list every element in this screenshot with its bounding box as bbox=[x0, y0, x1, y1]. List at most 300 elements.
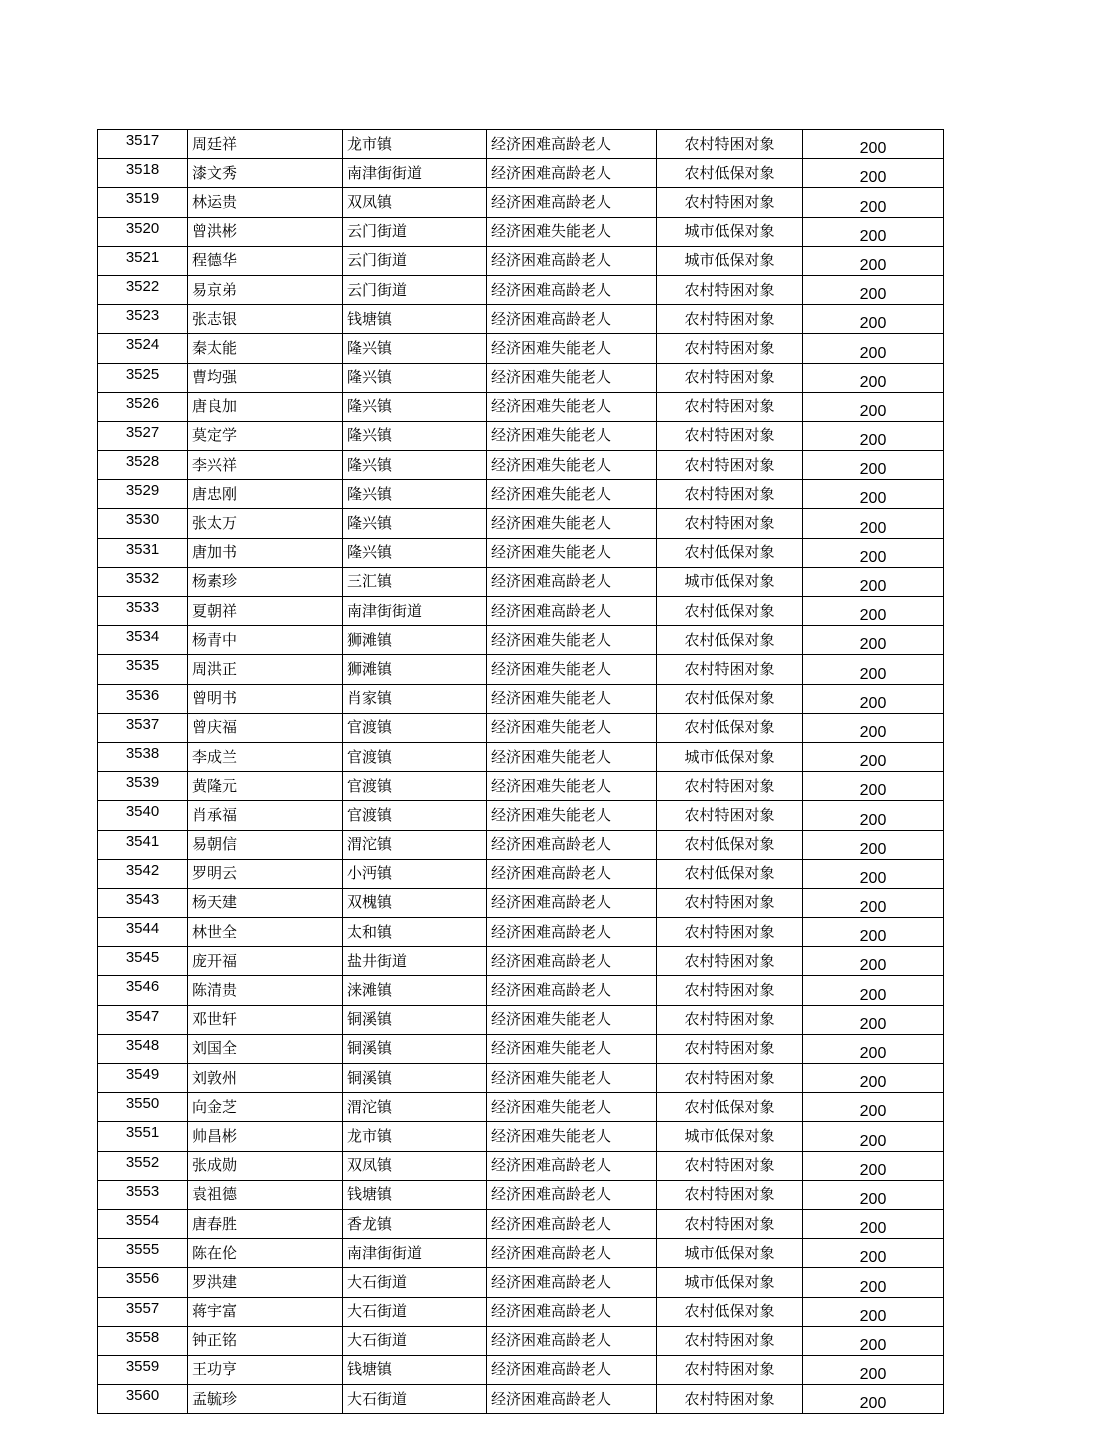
row-number-cell: 3546 bbox=[98, 976, 188, 1005]
row-number-cell: 3520 bbox=[98, 217, 188, 246]
amount-cell: 200 bbox=[803, 275, 944, 304]
amount-cell: 200 bbox=[803, 801, 944, 830]
subsidy-type-cell: 经济困难失能老人 bbox=[487, 626, 657, 655]
row-number-cell: 3526 bbox=[98, 392, 188, 421]
amount-cell: 200 bbox=[803, 538, 944, 567]
row-number-cell: 3544 bbox=[98, 918, 188, 947]
amount-cell: 200 bbox=[803, 684, 944, 713]
subsidy-type-cell: 经济困难失能老人 bbox=[487, 451, 657, 480]
subsidy-type-cell: 经济困难失能老人 bbox=[487, 480, 657, 509]
town-cell: 大石街道 bbox=[343, 1268, 487, 1297]
name-cell: 肖承福 bbox=[188, 801, 343, 830]
category-cell: 农村特困对象 bbox=[657, 947, 803, 976]
row-number-cell: 3536 bbox=[98, 684, 188, 713]
subsidy-type-cell: 经济困难失能老人 bbox=[487, 421, 657, 450]
table-row bbox=[98, 1297, 944, 1326]
category-cell: 农村特困对象 bbox=[657, 801, 803, 830]
table-row bbox=[98, 947, 944, 976]
town-cell: 大石街道 bbox=[343, 1326, 487, 1355]
name-cell: 罗洪建 bbox=[188, 1268, 343, 1297]
subsidy-type-cell: 经济困难失能老人 bbox=[487, 217, 657, 246]
name-cell: 易京弟 bbox=[188, 275, 343, 304]
subsidy-type-cell: 经济困难高龄老人 bbox=[487, 1180, 657, 1209]
town-cell: 钱塘镇 bbox=[343, 1180, 487, 1209]
category-cell: 农村特困对象 bbox=[657, 1064, 803, 1093]
amount-cell: 200 bbox=[803, 1385, 944, 1414]
amount-cell: 200 bbox=[803, 1209, 944, 1238]
town-cell: 隆兴镇 bbox=[343, 421, 487, 450]
table-row bbox=[98, 684, 944, 713]
name-cell: 漆文秀 bbox=[188, 159, 343, 188]
subsidy-type-cell: 经济困难失能老人 bbox=[487, 1064, 657, 1093]
name-cell: 张成勋 bbox=[188, 1151, 343, 1180]
row-number-cell: 3539 bbox=[98, 772, 188, 801]
subsidy-type-cell: 经济困难高龄老人 bbox=[487, 130, 657, 159]
row-number-cell: 3535 bbox=[98, 655, 188, 684]
table-row bbox=[98, 246, 944, 275]
table-row bbox=[98, 538, 944, 567]
amount-cell: 200 bbox=[803, 1326, 944, 1355]
category-cell: 城市低保对象 bbox=[657, 217, 803, 246]
name-cell: 张志银 bbox=[188, 305, 343, 334]
amount-cell: 200 bbox=[803, 509, 944, 538]
table-row bbox=[98, 888, 944, 917]
town-cell: 渭沱镇 bbox=[343, 830, 487, 859]
town-cell: 双槐镇 bbox=[343, 888, 487, 917]
table-row bbox=[98, 509, 944, 538]
amount-cell: 200 bbox=[803, 334, 944, 363]
category-cell: 农村特困对象 bbox=[657, 772, 803, 801]
town-cell: 大石街道 bbox=[343, 1385, 487, 1414]
category-cell: 农村特困对象 bbox=[657, 421, 803, 450]
category-cell: 农村特困对象 bbox=[657, 480, 803, 509]
name-cell: 罗明云 bbox=[188, 859, 343, 888]
row-number-cell: 3523 bbox=[98, 305, 188, 334]
town-cell: 小沔镇 bbox=[343, 859, 487, 888]
amount-cell: 200 bbox=[803, 1034, 944, 1063]
amount-cell: 200 bbox=[803, 363, 944, 392]
row-number-cell: 3524 bbox=[98, 334, 188, 363]
town-cell: 铜溪镇 bbox=[343, 1034, 487, 1063]
amount-cell: 200 bbox=[803, 392, 944, 421]
category-cell: 农村低保对象 bbox=[657, 1093, 803, 1122]
subsidy-type-cell: 经济困难高龄老人 bbox=[487, 976, 657, 1005]
subsidy-type-cell: 经济困难失能老人 bbox=[487, 538, 657, 567]
subsidy-type-cell: 经济困难失能老人 bbox=[487, 334, 657, 363]
table-row bbox=[98, 801, 944, 830]
subsidy-type-cell: 经济困难高龄老人 bbox=[487, 859, 657, 888]
table-row bbox=[98, 772, 944, 801]
town-cell: 钱塘镇 bbox=[343, 305, 487, 334]
table-row bbox=[98, 159, 944, 188]
name-cell: 陈清贵 bbox=[188, 976, 343, 1005]
category-cell: 农村低保对象 bbox=[657, 859, 803, 888]
row-number-cell: 3558 bbox=[98, 1326, 188, 1355]
town-cell: 南津街街道 bbox=[343, 159, 487, 188]
subsidy-type-cell: 经济困难高龄老人 bbox=[487, 830, 657, 859]
row-number-cell: 3554 bbox=[98, 1209, 188, 1238]
amount-cell: 200 bbox=[803, 918, 944, 947]
category-cell: 农村特困对象 bbox=[657, 334, 803, 363]
amount-cell: 200 bbox=[803, 1355, 944, 1384]
subsidy-type-cell: 经济困难高龄老人 bbox=[487, 597, 657, 626]
row-number-cell: 3556 bbox=[98, 1268, 188, 1297]
town-cell: 隆兴镇 bbox=[343, 392, 487, 421]
town-cell: 隆兴镇 bbox=[343, 363, 487, 392]
subsidy-type-cell: 经济困难失能老人 bbox=[487, 1093, 657, 1122]
town-cell: 隆兴镇 bbox=[343, 538, 487, 567]
category-cell: 农村特困对象 bbox=[657, 918, 803, 947]
category-cell: 农村低保对象 bbox=[657, 538, 803, 567]
name-cell: 林运贵 bbox=[188, 188, 343, 217]
town-cell: 盐井街道 bbox=[343, 947, 487, 976]
name-cell: 杨天建 bbox=[188, 888, 343, 917]
amount-cell: 200 bbox=[803, 246, 944, 275]
table-row bbox=[98, 713, 944, 742]
row-number-cell: 3519 bbox=[98, 188, 188, 217]
subsidy-type-cell: 经济困难高龄老人 bbox=[487, 1326, 657, 1355]
name-cell: 刘国全 bbox=[188, 1034, 343, 1063]
name-cell: 林世全 bbox=[188, 918, 343, 947]
table-row bbox=[98, 421, 944, 450]
row-number-cell: 3543 bbox=[98, 888, 188, 917]
category-cell: 农村特困对象 bbox=[657, 1005, 803, 1034]
name-cell: 夏朝祥 bbox=[188, 597, 343, 626]
subsidy-type-cell: 经济困难失能老人 bbox=[487, 772, 657, 801]
town-cell: 肖家镇 bbox=[343, 684, 487, 713]
amount-cell: 200 bbox=[803, 1005, 944, 1034]
name-cell: 王功亨 bbox=[188, 1355, 343, 1384]
category-cell: 城市低保对象 bbox=[657, 246, 803, 275]
table-row bbox=[98, 1268, 944, 1297]
row-number-cell: 3522 bbox=[98, 275, 188, 304]
amount-cell: 200 bbox=[803, 976, 944, 1005]
name-cell: 刘敦州 bbox=[188, 1064, 343, 1093]
town-cell: 官渡镇 bbox=[343, 801, 487, 830]
row-number-cell: 3557 bbox=[98, 1297, 188, 1326]
amount-cell: 200 bbox=[803, 859, 944, 888]
category-cell: 农村特困对象 bbox=[657, 888, 803, 917]
town-cell: 龙市镇 bbox=[343, 1122, 487, 1151]
name-cell: 周廷祥 bbox=[188, 130, 343, 159]
amount-cell: 200 bbox=[803, 451, 944, 480]
row-number-cell: 3560 bbox=[98, 1385, 188, 1414]
subsidy-type-cell: 经济困难高龄老人 bbox=[487, 159, 657, 188]
category-cell: 农村特困对象 bbox=[657, 976, 803, 1005]
table-row bbox=[98, 1122, 944, 1151]
row-number-cell: 3531 bbox=[98, 538, 188, 567]
table-row bbox=[98, 130, 944, 159]
town-cell: 龙市镇 bbox=[343, 130, 487, 159]
table-row bbox=[98, 1239, 944, 1268]
row-number-cell: 3550 bbox=[98, 1093, 188, 1122]
name-cell: 袁祖德 bbox=[188, 1180, 343, 1209]
name-cell: 曾洪彬 bbox=[188, 217, 343, 246]
table-row bbox=[98, 305, 944, 334]
amount-cell: 200 bbox=[803, 1297, 944, 1326]
category-cell: 农村特困对象 bbox=[657, 1034, 803, 1063]
amount-cell: 200 bbox=[803, 1122, 944, 1151]
name-cell: 曾庆福 bbox=[188, 713, 343, 742]
amount-cell: 200 bbox=[803, 567, 944, 596]
category-cell: 农村低保对象 bbox=[657, 1297, 803, 1326]
table-row bbox=[98, 1005, 944, 1034]
subsidy-type-cell: 经济困难高龄老人 bbox=[487, 1239, 657, 1268]
row-number-cell: 3553 bbox=[98, 1180, 188, 1209]
town-cell: 渭沱镇 bbox=[343, 1093, 487, 1122]
category-cell: 农村特困对象 bbox=[657, 1151, 803, 1180]
amount-cell: 200 bbox=[803, 597, 944, 626]
category-cell: 农村特困对象 bbox=[657, 1385, 803, 1414]
row-number-cell: 3545 bbox=[98, 947, 188, 976]
town-cell: 南津街街道 bbox=[343, 1239, 487, 1268]
amount-cell: 200 bbox=[803, 1151, 944, 1180]
subsidy-type-cell: 经济困难高龄老人 bbox=[487, 947, 657, 976]
category-cell: 农村特困对象 bbox=[657, 1180, 803, 1209]
subsidy-type-cell: 经济困难高龄老人 bbox=[487, 1297, 657, 1326]
category-cell: 城市低保对象 bbox=[657, 1239, 803, 1268]
category-cell: 农村低保对象 bbox=[657, 713, 803, 742]
town-cell: 双凤镇 bbox=[343, 188, 487, 217]
amount-cell: 200 bbox=[803, 1180, 944, 1209]
table-row bbox=[98, 451, 944, 480]
row-number-cell: 3533 bbox=[98, 597, 188, 626]
town-cell: 官渡镇 bbox=[343, 772, 487, 801]
category-cell: 农村特困对象 bbox=[657, 363, 803, 392]
row-number-cell: 3555 bbox=[98, 1239, 188, 1268]
name-cell: 钟正铭 bbox=[188, 1326, 343, 1355]
name-cell: 杨素珍 bbox=[188, 567, 343, 596]
subsidy-type-cell: 经济困难失能老人 bbox=[487, 713, 657, 742]
name-cell: 曹均强 bbox=[188, 363, 343, 392]
subsidy-type-cell: 经济困难失能老人 bbox=[487, 684, 657, 713]
subsidy-type-cell: 经济困难高龄老人 bbox=[487, 1268, 657, 1297]
row-number-cell: 3521 bbox=[98, 246, 188, 275]
row-number-cell: 3548 bbox=[98, 1034, 188, 1063]
subsidy-type-cell: 经济困难高龄老人 bbox=[487, 567, 657, 596]
category-cell: 农村特困对象 bbox=[657, 1355, 803, 1384]
name-cell: 邓世轩 bbox=[188, 1005, 343, 1034]
subsidy-type-cell: 经济困难失能老人 bbox=[487, 742, 657, 771]
subsidy-type-cell: 经济困难高龄老人 bbox=[487, 1151, 657, 1180]
amount-cell: 200 bbox=[803, 830, 944, 859]
category-cell: 农村低保对象 bbox=[657, 684, 803, 713]
row-number-cell: 3559 bbox=[98, 1355, 188, 1384]
amount-cell: 200 bbox=[803, 130, 944, 159]
subsidy-table bbox=[97, 129, 944, 1414]
table-row bbox=[98, 392, 944, 421]
category-cell: 农村特困对象 bbox=[657, 655, 803, 684]
town-cell: 云门街道 bbox=[343, 246, 487, 275]
row-number-cell: 3529 bbox=[98, 480, 188, 509]
town-cell: 隆兴镇 bbox=[343, 334, 487, 363]
amount-cell: 200 bbox=[803, 188, 944, 217]
name-cell: 张太万 bbox=[188, 509, 343, 538]
amount-cell: 200 bbox=[803, 421, 944, 450]
table-row bbox=[98, 188, 944, 217]
name-cell: 唐良加 bbox=[188, 392, 343, 421]
table-row bbox=[98, 1209, 944, 1238]
table-row bbox=[98, 567, 944, 596]
category-cell: 农村特困对象 bbox=[657, 188, 803, 217]
table-row bbox=[98, 1355, 944, 1384]
name-cell: 蒋宇富 bbox=[188, 1297, 343, 1326]
amount-cell: 200 bbox=[803, 159, 944, 188]
amount-cell: 200 bbox=[803, 742, 944, 771]
town-cell: 云门街道 bbox=[343, 217, 487, 246]
town-cell: 狮滩镇 bbox=[343, 626, 487, 655]
row-number-cell: 3537 bbox=[98, 713, 188, 742]
category-cell: 城市低保对象 bbox=[657, 1268, 803, 1297]
table-row bbox=[98, 334, 944, 363]
table-row bbox=[98, 217, 944, 246]
amount-cell: 200 bbox=[803, 626, 944, 655]
subsidy-type-cell: 经济困难高龄老人 bbox=[487, 305, 657, 334]
subsidy-type-cell: 经济困难失能老人 bbox=[487, 1005, 657, 1034]
category-cell: 农村低保对象 bbox=[657, 830, 803, 859]
town-cell: 隆兴镇 bbox=[343, 480, 487, 509]
row-number-cell: 3538 bbox=[98, 742, 188, 771]
subsidy-type-cell: 经济困难失能老人 bbox=[487, 392, 657, 421]
subsidy-type-cell: 经济困难失能老人 bbox=[487, 363, 657, 392]
amount-cell: 200 bbox=[803, 655, 944, 684]
town-cell: 双凤镇 bbox=[343, 1151, 487, 1180]
name-cell: 易朝信 bbox=[188, 830, 343, 859]
row-number-cell: 3549 bbox=[98, 1064, 188, 1093]
row-number-cell: 3552 bbox=[98, 1151, 188, 1180]
row-number-cell: 3547 bbox=[98, 1005, 188, 1034]
amount-cell: 200 bbox=[803, 480, 944, 509]
amount-cell: 200 bbox=[803, 305, 944, 334]
town-cell: 官渡镇 bbox=[343, 713, 487, 742]
row-number-cell: 3517 bbox=[98, 130, 188, 159]
row-number-cell: 3542 bbox=[98, 859, 188, 888]
amount-cell: 200 bbox=[803, 1064, 944, 1093]
category-cell: 农村特困对象 bbox=[657, 451, 803, 480]
row-number-cell: 3518 bbox=[98, 159, 188, 188]
amount-cell: 200 bbox=[803, 1239, 944, 1268]
table-row bbox=[98, 1064, 944, 1093]
subsidy-type-cell: 经济困难高龄老人 bbox=[487, 1209, 657, 1238]
town-cell: 三汇镇 bbox=[343, 567, 487, 596]
subsidy-type-cell: 经济困难高龄老人 bbox=[487, 918, 657, 947]
name-cell: 杨青中 bbox=[188, 626, 343, 655]
town-cell: 狮滩镇 bbox=[343, 655, 487, 684]
name-cell: 唐忠刚 bbox=[188, 480, 343, 509]
table-row bbox=[98, 655, 944, 684]
amount-cell: 200 bbox=[803, 217, 944, 246]
table-row bbox=[98, 859, 944, 888]
row-number-cell: 3541 bbox=[98, 830, 188, 859]
town-cell: 香龙镇 bbox=[343, 1209, 487, 1238]
category-cell: 农村特困对象 bbox=[657, 509, 803, 538]
category-cell: 农村特困对象 bbox=[657, 275, 803, 304]
table-body bbox=[98, 130, 944, 1414]
town-cell: 铜溪镇 bbox=[343, 1005, 487, 1034]
subsidy-type-cell: 经济困难高龄老人 bbox=[487, 246, 657, 275]
amount-cell: 200 bbox=[803, 947, 944, 976]
name-cell: 莫定学 bbox=[188, 421, 343, 450]
row-number-cell: 3532 bbox=[98, 567, 188, 596]
table-row bbox=[98, 1326, 944, 1355]
row-number-cell: 3551 bbox=[98, 1122, 188, 1151]
town-cell: 太和镇 bbox=[343, 918, 487, 947]
name-cell: 李兴祥 bbox=[188, 451, 343, 480]
table-row bbox=[98, 918, 944, 947]
name-cell: 黄隆元 bbox=[188, 772, 343, 801]
town-cell: 铜溪镇 bbox=[343, 1064, 487, 1093]
table-row bbox=[98, 1093, 944, 1122]
town-cell: 官渡镇 bbox=[343, 742, 487, 771]
category-cell: 城市低保对象 bbox=[657, 742, 803, 771]
row-number-cell: 3525 bbox=[98, 363, 188, 392]
town-cell: 钱塘镇 bbox=[343, 1355, 487, 1384]
subsidy-type-cell: 经济困难高龄老人 bbox=[487, 1385, 657, 1414]
subsidy-type-cell: 经济困难高龄老人 bbox=[487, 1355, 657, 1384]
subsidy-type-cell: 经济困难失能老人 bbox=[487, 1034, 657, 1063]
town-cell: 隆兴镇 bbox=[343, 451, 487, 480]
row-number-cell: 3528 bbox=[98, 451, 188, 480]
category-cell: 农村低保对象 bbox=[657, 597, 803, 626]
row-number-cell: 3540 bbox=[98, 801, 188, 830]
table-row bbox=[98, 976, 944, 1005]
table-row bbox=[98, 363, 944, 392]
town-cell: 大石街道 bbox=[343, 1297, 487, 1326]
subsidy-type-cell: 经济困难失能老人 bbox=[487, 509, 657, 538]
name-cell: 李成兰 bbox=[188, 742, 343, 771]
subsidy-type-cell: 经济困难高龄老人 bbox=[487, 275, 657, 304]
category-cell: 城市低保对象 bbox=[657, 1122, 803, 1151]
table-row bbox=[98, 1034, 944, 1063]
table-row bbox=[98, 1151, 944, 1180]
name-cell: 向金芝 bbox=[188, 1093, 343, 1122]
amount-cell: 200 bbox=[803, 1093, 944, 1122]
name-cell: 唐春胜 bbox=[188, 1209, 343, 1238]
subsidy-type-cell: 经济困难失能老人 bbox=[487, 655, 657, 684]
category-cell: 农村特困对象 bbox=[657, 1209, 803, 1238]
name-cell: 程德华 bbox=[188, 246, 343, 275]
subsidy-type-cell: 经济困难失能老人 bbox=[487, 1122, 657, 1151]
name-cell: 孟毓珍 bbox=[188, 1385, 343, 1414]
category-cell: 农村特困对象 bbox=[657, 305, 803, 334]
row-number-cell: 3530 bbox=[98, 509, 188, 538]
row-number-cell: 3527 bbox=[98, 421, 188, 450]
table-row bbox=[98, 742, 944, 771]
name-cell: 唐加书 bbox=[188, 538, 343, 567]
town-cell: 隆兴镇 bbox=[343, 509, 487, 538]
table-row bbox=[98, 626, 944, 655]
name-cell: 秦太能 bbox=[188, 334, 343, 363]
table-row bbox=[98, 480, 944, 509]
subsidy-type-cell: 经济困难高龄老人 bbox=[487, 888, 657, 917]
town-cell: 涞滩镇 bbox=[343, 976, 487, 1005]
town-cell: 云门街道 bbox=[343, 275, 487, 304]
category-cell: 农村特困对象 bbox=[657, 392, 803, 421]
table-row bbox=[98, 275, 944, 304]
amount-cell: 200 bbox=[803, 1268, 944, 1297]
table-row bbox=[98, 1385, 944, 1414]
name-cell: 曾明书 bbox=[188, 684, 343, 713]
table-row bbox=[98, 597, 944, 626]
category-cell: 城市低保对象 bbox=[657, 567, 803, 596]
town-cell: 南津街街道 bbox=[343, 597, 487, 626]
name-cell: 周洪正 bbox=[188, 655, 343, 684]
category-cell: 农村特困对象 bbox=[657, 1326, 803, 1355]
table-row bbox=[98, 830, 944, 859]
category-cell: 农村低保对象 bbox=[657, 159, 803, 188]
name-cell: 陈在伦 bbox=[188, 1239, 343, 1268]
category-cell: 农村特困对象 bbox=[657, 130, 803, 159]
